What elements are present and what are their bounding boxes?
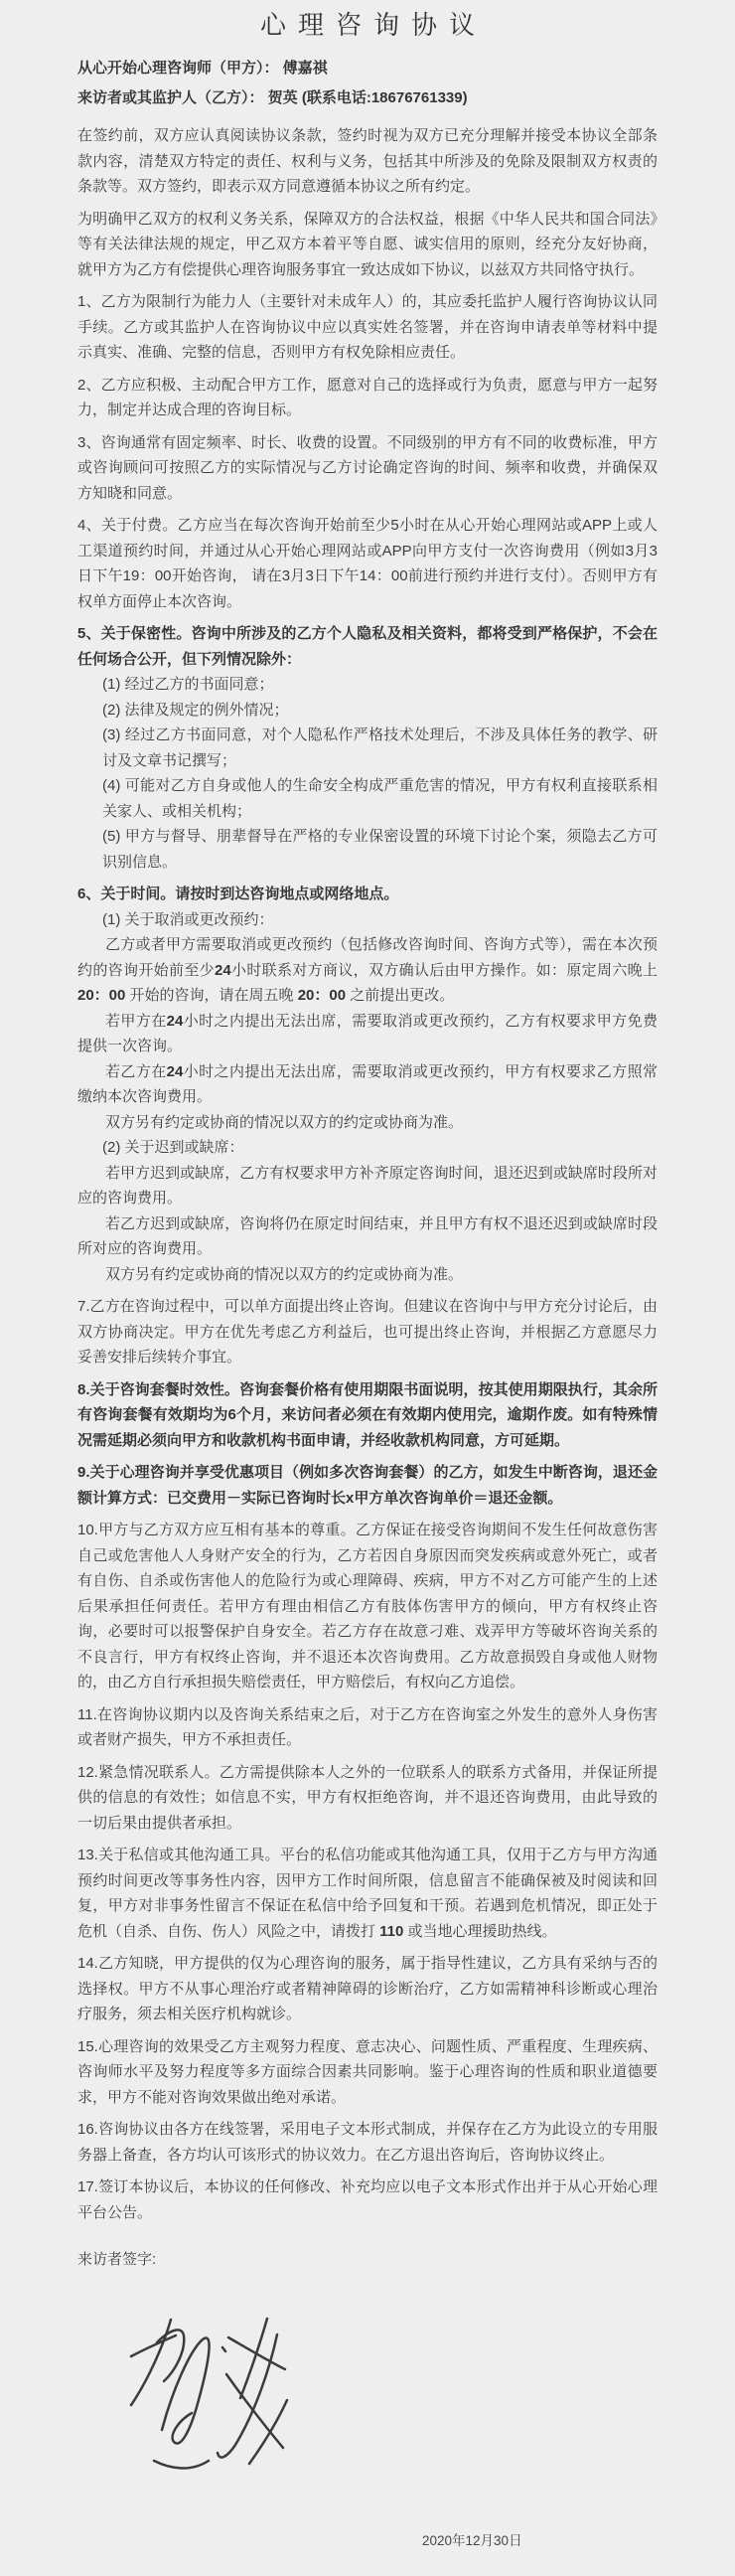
clause-13: 13.关于私信或其他沟通工具。平台的私信功能或其他沟通工具，仅用于乙方与甲方沟通预约时间更改等事务性内容，因甲方工作时间所限，信息留言不能确保被及时阅读和回复，甲方对非事务性留言不保证在私信中给予回复和干预。若遇到危机情况，即正处于危机（自杀、自伤、伤人）风险之中，请拨打 110 或当地心理援助热线。 <box>77 1847 658 1940</box>
intro-paragraph-1: 在签约前，双方应认真阅读协议条款，签约时视为双方已充分理解并接受本协议全部条款内容，清楚双方特定的责任、权利与义务，包括其中所涉及的免除及限制双方权责的条款等。双方签约，即表示双方同意遵循本协议之所有约定。 <box>77 127 658 195</box>
clause-5-item-4: (4) 可能对乙方自身或他人的生命安全构成严重危害的情况，甲方有权利直接联系相关家人、或相关机构； <box>102 777 658 820</box>
page-title: 心理咨询协议 <box>259 10 487 40</box>
clause-6-sub5: 若甲方迟到或缺席，乙方有权要求甲方补齐原定咨询时间，退还迟到或缺席时段所对应的咨询费用。 <box>77 1164 658 1207</box>
clause-6-sub6: 若乙方迟到或缺席，咨询将仍在原定时间结束，并且甲方有权不退还迟到或缺席时段所对应的咨询费用。 <box>77 1214 658 1257</box>
clause-5-head: 5、关于保密性。咨询中所涉及的乙方个人隐私及相关资料，都将受到严格保护，不会在任何场合公开，但下列情况除外： <box>77 625 658 668</box>
clause-2: 2、乙方应积极、主动配合甲方工作，愿意对自己的选择或行为负责，愿意与甲方一起努力，制定并达成合理的咨询目标。 <box>77 376 658 418</box>
clause-5-item-5: (5) 甲方与督导、朋辈督导在严格的专业保密设置的环境下讨论个案，须隐去乙方可识别信息。 <box>102 828 658 871</box>
clause-3: 3、咨询通常有固定频率、时长、收费的设置。不同级别的甲方有不同的收费标准，甲方或咨询顾问可按照乙方的实际情况与乙方讨论确定咨询的时间、频率和收费，并确保双方知晓和同意。 <box>77 433 658 502</box>
clause-6-sub3: 若乙方在24小时之内提出无法出席，需要取消或更改预约，甲方有权要求乙方照常缴纳本次咨询费用。 <box>77 1062 658 1105</box>
clause-6-sub1-title: (1) 关于取消或更改预约： <box>102 910 274 928</box>
clause-9: 9.关于心理咨询并享受优惠项目（例如多次咨询套餐）的乙方，如发生中断咨询，退还金额计算方式：已交费用－实际已咨询时长x甲方单次咨询单价＝退还金额。 <box>77 1464 658 1507</box>
clause-6-sub2: 若甲方在24小时之内提出无法出席，需要取消或更改预约，乙方有权要求甲方免费提供一次咨询。 <box>77 1012 658 1054</box>
clause-5-item-1: (1) 经过乙方的书面同意； <box>102 676 274 693</box>
clause-5-item-2: (2) 法律及规定的例外情况； <box>102 701 289 719</box>
clause-6-sub2-title: (2) 关于迟到或缺席： <box>102 1139 244 1156</box>
party-b-line: 来访者或其监护人（乙方）： 贺英 (联系电话:18676761339) <box>77 88 468 106</box>
clause-6-sub7: 双方另有约定或协商的情况以双方的约定或协商为准。 <box>105 1265 464 1283</box>
clause-14: 14.乙方知晓，甲方提供的仅为心理咨询的服务，属于指导性建议，乙方具有采纳与否的选择权。甲方不从事心理治疗或者精神障碍的诊断治疗，乙方如需精神科诊断或心理治疗服务，须去相关医疗机构就诊。 <box>77 1955 658 2022</box>
clause-16: 16.咨询协议由各方在线签署，采用电子文本形式制成，并保存在乙方为此设立的专用服务器上备查，各方均认可该形式的协议效力。在乙方退出咨询后，咨询协议终止。 <box>77 2121 658 2164</box>
clause-1: 1、乙方为限制行为能力人（主要针对未成年人）的，其应委托监护人履行咨询协议认同手续。乙方或其监护人在咨询协议中应以真实姓名签署，并在咨询申请表单等材料中提示真实、准确、完整的信息，否则甲方有权免除相应责任。 <box>77 293 658 361</box>
clause-10: 10.甲方与乙方双方应互相有基本的尊重。乙方保证在接受咨询期间不发生任何故意伤害自己或危害他人人身财产安全的行为，乙方若因自身原因而突发疾病或意外死亡，或者有自伤、自杀或伤害他人的危险行为或心理障碍、疾病，甲方不对乙方可能产生的上述后果承担任何责任。若甲方有理由相信乙方有肢体伤害甲方的倾向，甲方有权终止咨询，必要时可以报警保护自身安全。若乙方存在故意刁难、戏弄甲方等破坏咨询关系的不良言行，甲方有权终止咨询，并不退还本次咨询费用。乙方故意损毁自身或他人财物的，由乙方自行承担损失赔偿责任，甲方赔偿后，有权向乙方追偿。 <box>77 1522 658 1690</box>
clause-5-item-3: (3) 经过乙方书面同意，对个人隐私作严格技术处理后，不涉及具体任务的教学、研讨及文章书记撰写； <box>102 726 658 769</box>
party-a-line: 从心开始心理咨询师（甲方）： 傅嘉祺 <box>77 60 328 77</box>
signature-strokes-icon <box>126 2313 310 2477</box>
visitor-signature-label: 来访者签字: <box>77 2251 157 2268</box>
clause-4: 4、关于付费。乙方应当在每次咨询开始前至少5小时在从心开始心理网站或APP上或人工渠道预约时间，并通过从心开始心理网站或APP向甲方支付一次咨询费用（例如3月3日下午19：00开始咨询， 请在3月3日下午14：00前进行预约并进行支付）。否则甲方有权单方面停止本次咨询。 <box>77 517 658 610</box>
clause-8: 8.关于咨询套餐时效性。咨询套餐价格有使用期限书面说明，按其使用期限执行，其余所有咨询套餐有效期均为6个月，来访问者必须在有效期内使用完，逾期作废。如有特殊情况需延期必须向甲方和收款机构书面申请，并经收款机构同意，方可延期。 <box>77 1380 658 1449</box>
clause-15: 15.心理咨询的效果受乙方主观努力程度、意志决心、问题性质、严重程度、生理疾病、咨询师水平及努力程度等多方面综合因素共同影响。鉴于心理咨询的性质和职业道德要求，甲方不能对咨询效果做出绝对承诺。 <box>77 2037 658 2106</box>
clause-7: 7.乙方在咨询过程中，可以单方面提出终止咨询。但建议在咨询中与甲方充分讨论后，由双方协商决定。甲方在优先考虑乙方利益后，也可提出终止咨询，并根据乙方意愿尽力妥善安排后续转介事宜。 <box>77 1298 658 1366</box>
handwritten-signature <box>126 2313 658 2477</box>
clause-12: 12.紧急情况联系人。乙方需提供除本人之外的一位联系人的联系方式备用，并保证所提供的信息的有效性；如信息不实，甲方有权拒绝咨询，并不退还咨询费用，由此导致的一切后果由提供者承担。 <box>77 1763 658 1832</box>
clause-17: 17.签订本协议后，本协议的任何修改、补充均应以电子文本形式作出并于从心开始心理平台公告。 <box>77 2178 658 2221</box>
clause-6-head: 6、关于时间。请按时到达咨询地点或网络地点。 <box>77 886 399 902</box>
intro-paragraph-2: 为明确甲乙双方的权利义务关系，保障双方的合法权益，根据《中华人民共和国合同法》等有关法律法规的规定，甲乙双方本着平等自愿、诚实信用的原则，经充分友好协商，就甲方为乙方有偿提供心理咨询服务事宜一致达成如下协议，以兹双方共同恪守执行。 <box>77 210 658 278</box>
clause-6-sub1: 乙方或者甲方需要取消或更改预约（包括修改咨询时间、咨询方式等），需在本次预约的咨询开始前至少24小时联系对方商议，双方确认后由甲方操作。如：原定周六晚上 20：00 开始的咨询，请在周五晚 20：00 之前提出更改。 <box>77 936 658 1004</box>
sign-date: 2020年12月30日 <box>422 2532 522 2548</box>
clause-6-sub4: 双方另有约定或协商的情况以双方的约定或协商为准。 <box>105 1113 464 1131</box>
clause-11: 11.在咨询协议期内以及咨询关系结束之后，对于乙方在咨询室之外发生的意外人身伤害或者财产损失，甲方不承担责任。 <box>77 1705 658 1748</box>
